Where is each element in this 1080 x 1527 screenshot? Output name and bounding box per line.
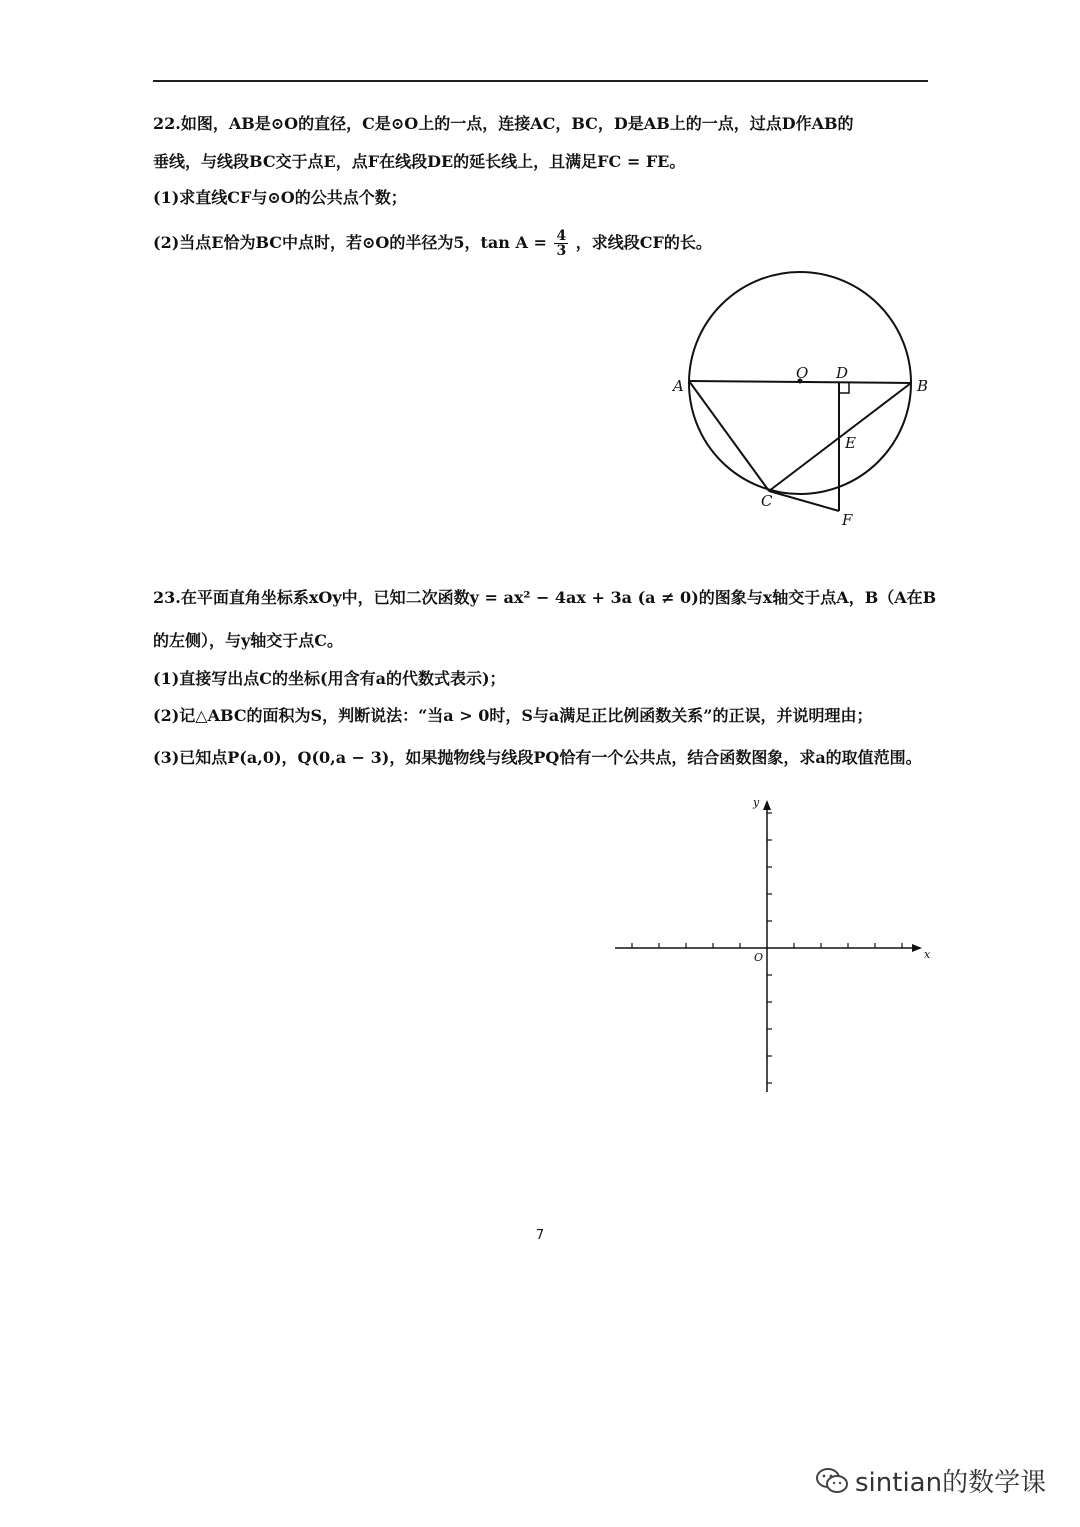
label-f: F <box>842 511 853 529</box>
q22-line2: 垂线，与线段BC交于点E，点F在线段DE的延长线上，且满足FC = FE。 <box>153 152 686 171</box>
label-c: C <box>761 492 773 510</box>
q22-part2-pre: (2)当点E恰为BC中点时，若⊙O的半径为5，tan A = <box>153 233 547 252</box>
y-axis-label: y <box>753 796 760 809</box>
segment-ac <box>689 381 769 491</box>
label-d: D <box>836 364 849 382</box>
right-angle-mark <box>839 383 849 393</box>
q22-part2 <box>153 229 712 258</box>
coordinate-axes <box>600 790 940 1100</box>
x-axis-arrow <box>912 944 922 952</box>
label-b: B <box>917 377 929 395</box>
q23-part1: (1)直接写出点C的坐标(用含有a的代数式表示)； <box>153 669 506 688</box>
tan-fraction-denominator: 3 <box>556 243 567 259</box>
page-number: 7 <box>535 1228 545 1243</box>
q22-part1: (1)求直线CF与⊙O的公共点个数； <box>153 188 407 207</box>
origin-label: O <box>754 951 764 964</box>
q22-part2-post: ，求线段CF的长。 <box>575 233 712 252</box>
q23-part2: (2)记△ABC的面积为S，判断说法：“当a > 0时，S与a满足正比例函数关系”的正误，并说明理由； <box>153 706 873 725</box>
y-axis-arrow <box>763 800 771 810</box>
header-rule <box>153 80 928 82</box>
q23-line2: 的左侧），与y轴交于点C。 <box>153 631 344 650</box>
tan-fraction <box>554 229 568 258</box>
wechat-icon <box>815 1466 849 1496</box>
q22-line1: 22.如图，AB是⊙O的直径，C是⊙O上的一点，连接AC，BC，D是AB上的一点，过点D作AB的 <box>153 114 854 133</box>
tan-fraction-numerator: 4 <box>556 228 567 244</box>
x-axis-label: x <box>924 948 931 961</box>
watermark <box>815 1462 1046 1499</box>
watermark-text: sintian的数学课 <box>855 1468 1047 1498</box>
label-a: A <box>673 377 684 395</box>
q23-line1: 23.在平面直角坐标系xOy中，已知二次函数y = ax² − 4ax + 3a (a ≠ 0)的图象与x轴交于点A，B（A在B <box>153 588 937 607</box>
label-e: E <box>845 434 856 452</box>
circle-figure <box>660 265 950 540</box>
q23-part3: (3)已知点P(a,0)，Q(0,a − 3)，如果抛物线与线段PQ恰有一个公共点，结合函数图象，求a的取值范围。 <box>153 748 922 767</box>
label-o: O <box>796 364 809 382</box>
